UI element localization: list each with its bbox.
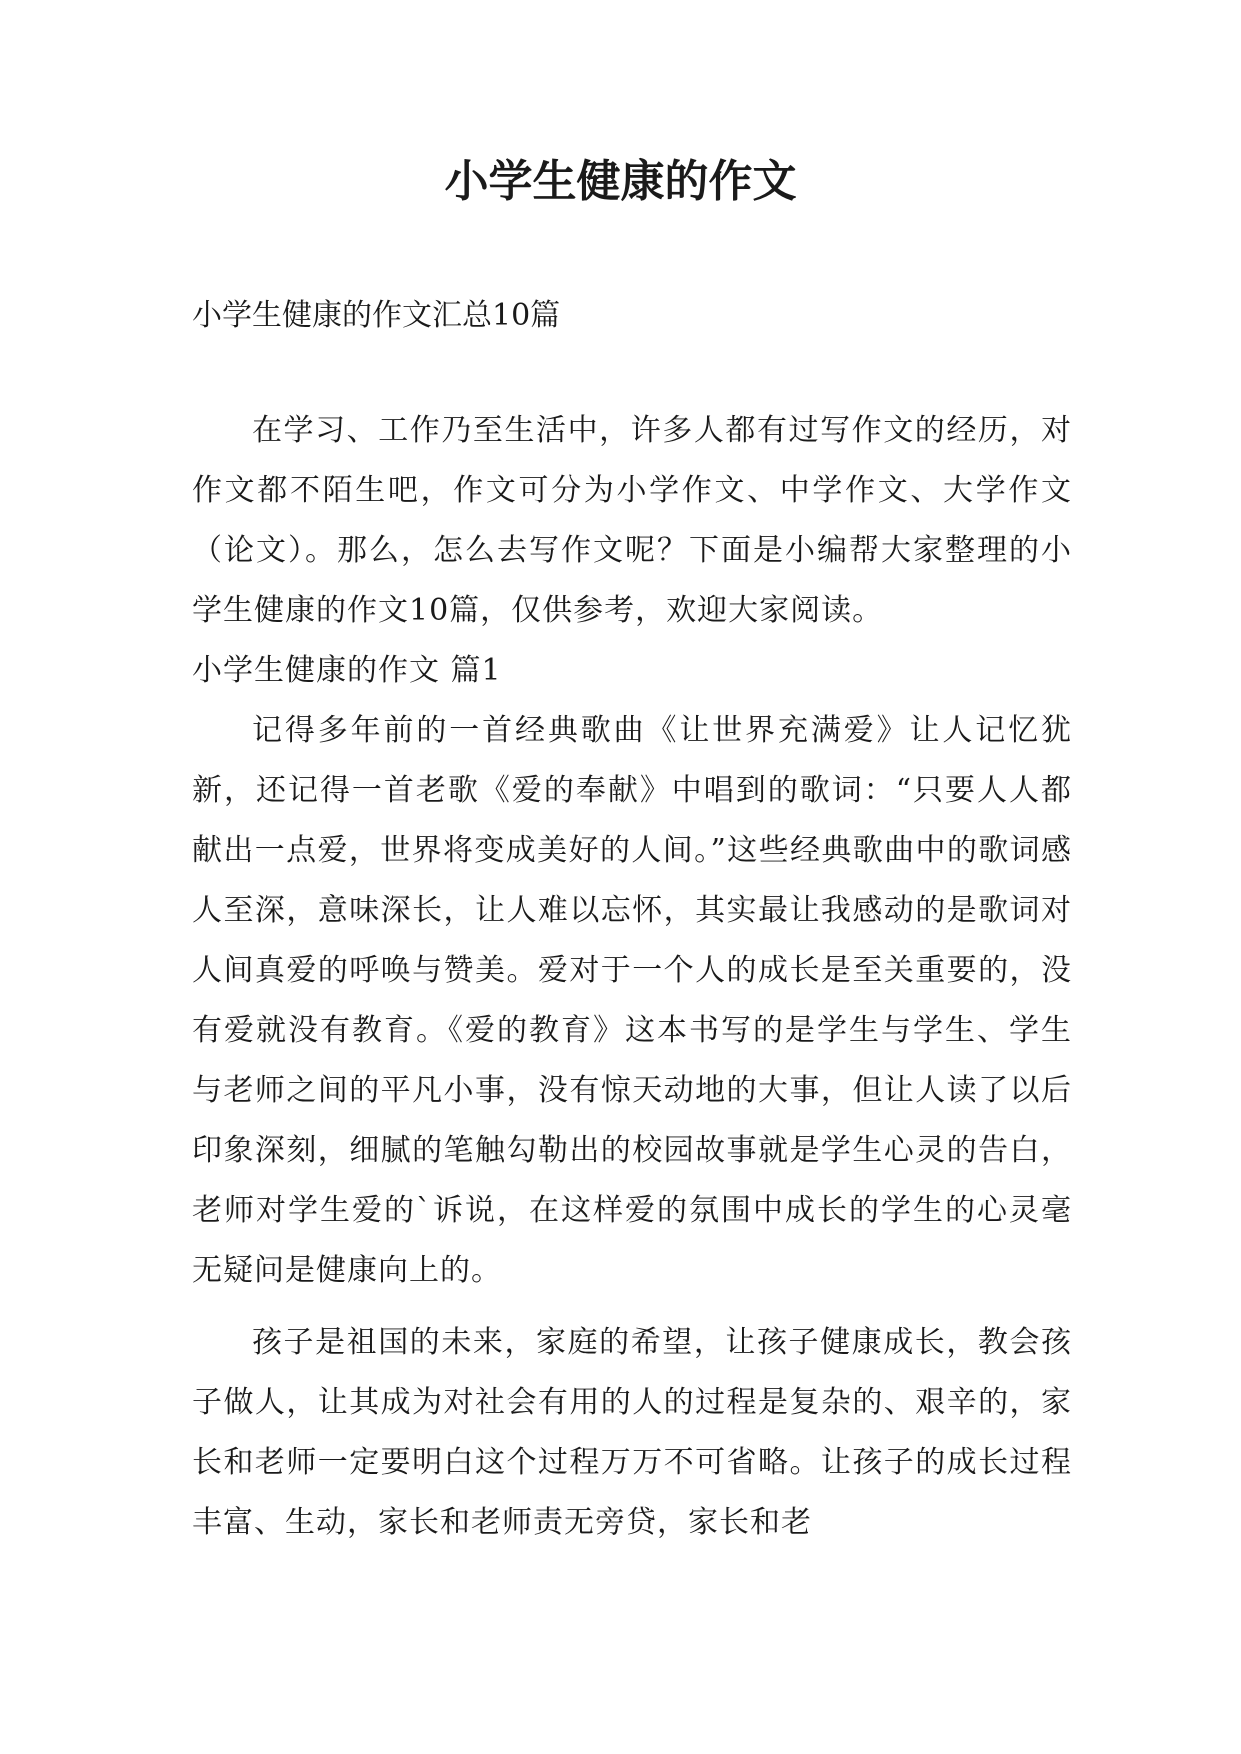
intro-paragraph: 在学习、工作乃至生活中，许多人都有过写作文的经历，对作文都不陌生吧，作文可分为小学作文、中学作文、大学作文（论文）。那么，怎么去写作文呢？下面是小编帮大家整理的小学生健康的作文10篇，仅供参考，欢迎大家阅读。 xyxy=(192,413,1072,628)
document-body xyxy=(192,401,1072,1553)
body-paragraph: 孩子是祖国的未来，家庭的希望，让孩子健康成长，教会孩子做人，让其成为对社会有用的人的过程是复杂的、艰辛的，家长和老师一定要明白这个过程万万不可省略。让孩子的成长过程丰富、生动，家长和老师责无旁贷，家长和老 xyxy=(192,1325,1072,1540)
body-paragraph: 记得多年前的一首经典歌曲《让世界充满爱》让人记忆犹新，还记得一首老歌《爱的奉献》中唱到的歌词：“只要人人都献出一点爱，世界将变成美好的人间。”这些经典歌曲中的歌词感人至深，意味深长，让人难以忘怀，其实最让我感动的是歌词对人间真爱的呼唤与赞美。爱对于一个人的成长是至关重要的，没有爱就没有教育。《爱的教育》这本书写的是学生与学生、学生与老师之间的平凡小事，没有惊天动地的大事，但让人读了以后印象深刻，细腻的笔触勾勒出的校园故事就是学生心灵的告白，老师对学生爱的`诉说，在这样爱的氛围中成长的学生的心灵毫无疑问是健康向上的。 xyxy=(192,713,1072,1288)
document-title: 小学生健康的作文 xyxy=(444,156,797,207)
document-subtitle: 小学生健康的作文汇总10篇 xyxy=(192,298,561,333)
section-heading: 小学生健康的作文 篇1 xyxy=(192,653,502,688)
